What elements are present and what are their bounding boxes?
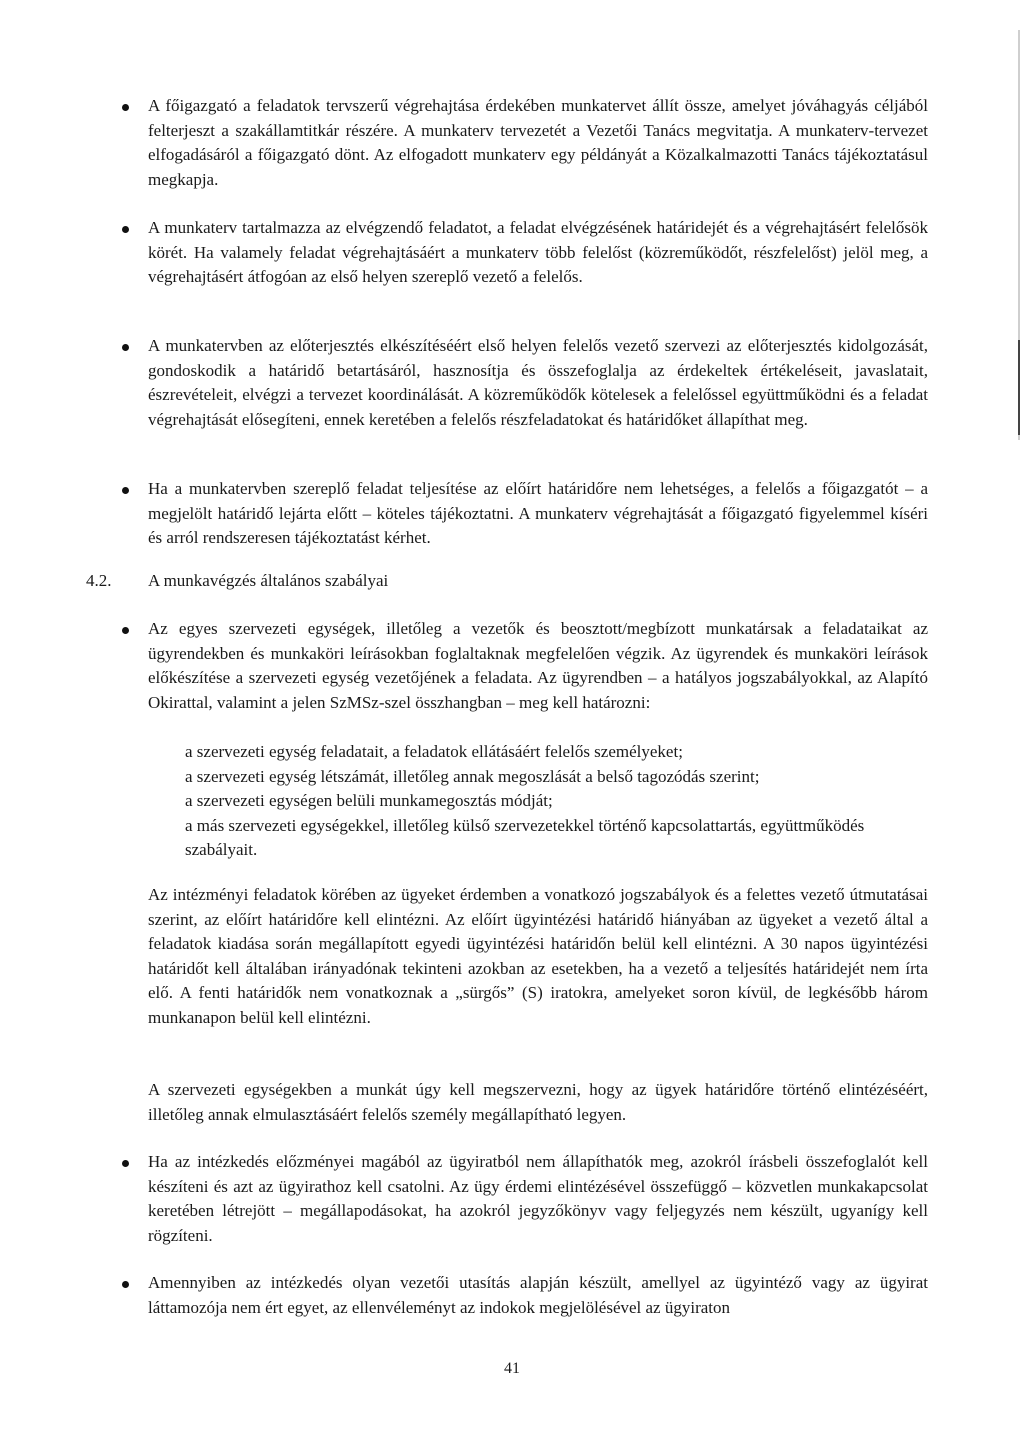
bullet-paragraph-5: Ha az intézkedés előzményei magából az ügyiratból nem állapíthatók meg, azokról írásbeli összefoglalót kell készíteni és azt az ügyirathoz kell csatolni. Az ügy érdemi elintézésével összefüggő – közvetlen munkakapcsolat keretében létrejött – megállapodásokat, ha azokról jegyzőkönyv vagy feljegyzés nem készült, ugyanígy kell rögzíteni. [148,1152,928,1245]
bullet-paragraph-1: A főigazgató a feladatok tervszerű végrehajtása érdekében munkatervet állít össze, amelyet jóváhagyás céljából felterjeszt a szakállamtitkár részére. A munkaterv tervezetét a Vezetői Tanács megvitatja. A munkaterv-tervezet elfogadásáról a főigazgató dönt. Az elfogadott munkaterv egy példányát a Közalkalmazotti Tanács tájékoztatásul megkapja. [148,96,928,189]
bullet-paragraph-4: Ha a munkatervben szereplő feladat teljesítése az előírt határidőre nem lehetséges, a felelős a főigazgatót – a megjelölt határidő lejárta előtt – köteles tájékoztatni. A munkaterv végrehajtását a főigazgató figyelemmel kíséri és arról rendszeresen tájékoztatást kérhet. [148,479,928,548]
list-item: a szervezeti egységen belüli munkamegosztás módját; [185,791,553,811]
bullet-dot [122,226,129,233]
section-number: 4.2. [86,571,112,590]
scan-margin-mark [1018,340,1020,435]
bullet-dot [122,1160,129,1167]
bullet-paragraph-3: A munkatervben az előterjesztés elkészítéséért első helyen felelős vezető szervezi az előterjesztés kidolgozását, gondoskodik a határidő betartásáról, hasznosítja és összefoglalja az érdekeltek értékeléseit, javaslatait, észrevételeit, elvégzi a tervezet koordinálását. A közreműködők kötelesek a felelőssel együttműködni és a feladat végrehajtását elősegíteni, ennek keretében a felelős részfeladatokat és határidőket állapíthat meg. [148,336,928,429]
paragraph-munkaszervezes: A szervezeti egységekben a munkát úgy kell megszervezni, hogy az ügyek határidőre történő elintézéséért, illetőleg annak elmulasztásáért felelős személy megállapítható legyen. [148,1080,928,1124]
section-bullet-paragraph: Az egyes szervezeti egységek, illetőleg a vezetők és beosztott/megbízott munkatársak a feladataikat az ügyrendekben és munkaköri leírásokban foglaltaknak megfelelően végzik. Az ügyrendek és munkaköri leírások előkészítése a szervezeti egység vezetőjének a feladata. Az ügyrendben – a hatályos jogszabályokkal, az Alapító Okirattal, valamint a jelen SzMSz-szel összhangban – meg kell határozni: [148,619,928,712]
page-number: 41 [504,1360,520,1377]
bullet-dot [122,1281,129,1288]
bullet-paragraph-2: A munkaterv tartalmazza az elvégzendő feladatot, a feladat elvégzésének határidejét és a végrehajtásért felelősök körét. Ha valamely feladat végrehajtásáért a munkaterv több felelőst (közreműködőt, részfelelőst) jelöl meg, a végrehajtásért átfogóan az első helyen szereplő vezető a felelős. [148,218,928,287]
list-item: a más szervezeti egységekkel, illetőleg külső szervezetekkel történő kapcsolattartás, együttműködés szabályait. [185,815,865,860]
bullet-dot [122,627,129,634]
bullet-paragraph-6: Amennyiben az intézkedés olyan vezetői utasítás alapján készült, amellyel az ügyintéző vagy az ügyirat láttamozója nem ért egyet, az ellenvéleményt az indokok megjelölésével az ügyiraton [148,1273,928,1317]
bullet-dot [122,104,129,111]
list-item: a szervezeti egység létszámát, illetőleg annak megoszlását a belső tagozódás szerint; [185,766,760,786]
bullet-dot [122,344,129,351]
ugyrend-requirements-list [185,740,930,863]
bullet-dot [122,487,129,494]
list-item: a szervezeti egység feladatait, a feladatok ellátásáért felelős személyeket; [185,742,683,761]
section-title: A munkavégzés általános szabályai [148,571,389,590]
paragraph-hataridok: Az intézményi feladatok körében az ügyeket érdemben a vonatkozó jogszabályok és a felettes vezető útmutatásai szerint, az előírt határidőre kell elintézni. Az előírt ügyintézési határidő hiányában az ügyeket a vezető által a feladatok kiadása során megállapított egyedi ügyintézési határidőn belül kell elintézni. A 30 napos ügyintézési határidőt kell általában irányadónak tekinteni azokban az esetekben, ha a vezető a teljesítés határidejét nem írta elő. A fenti határidők nem vonatkoznak a „sürgős” (S) iratokra, amelyeket soron kívül, de legkésőbb három munkanapon belül kell elintézni. [148,885,928,1027]
